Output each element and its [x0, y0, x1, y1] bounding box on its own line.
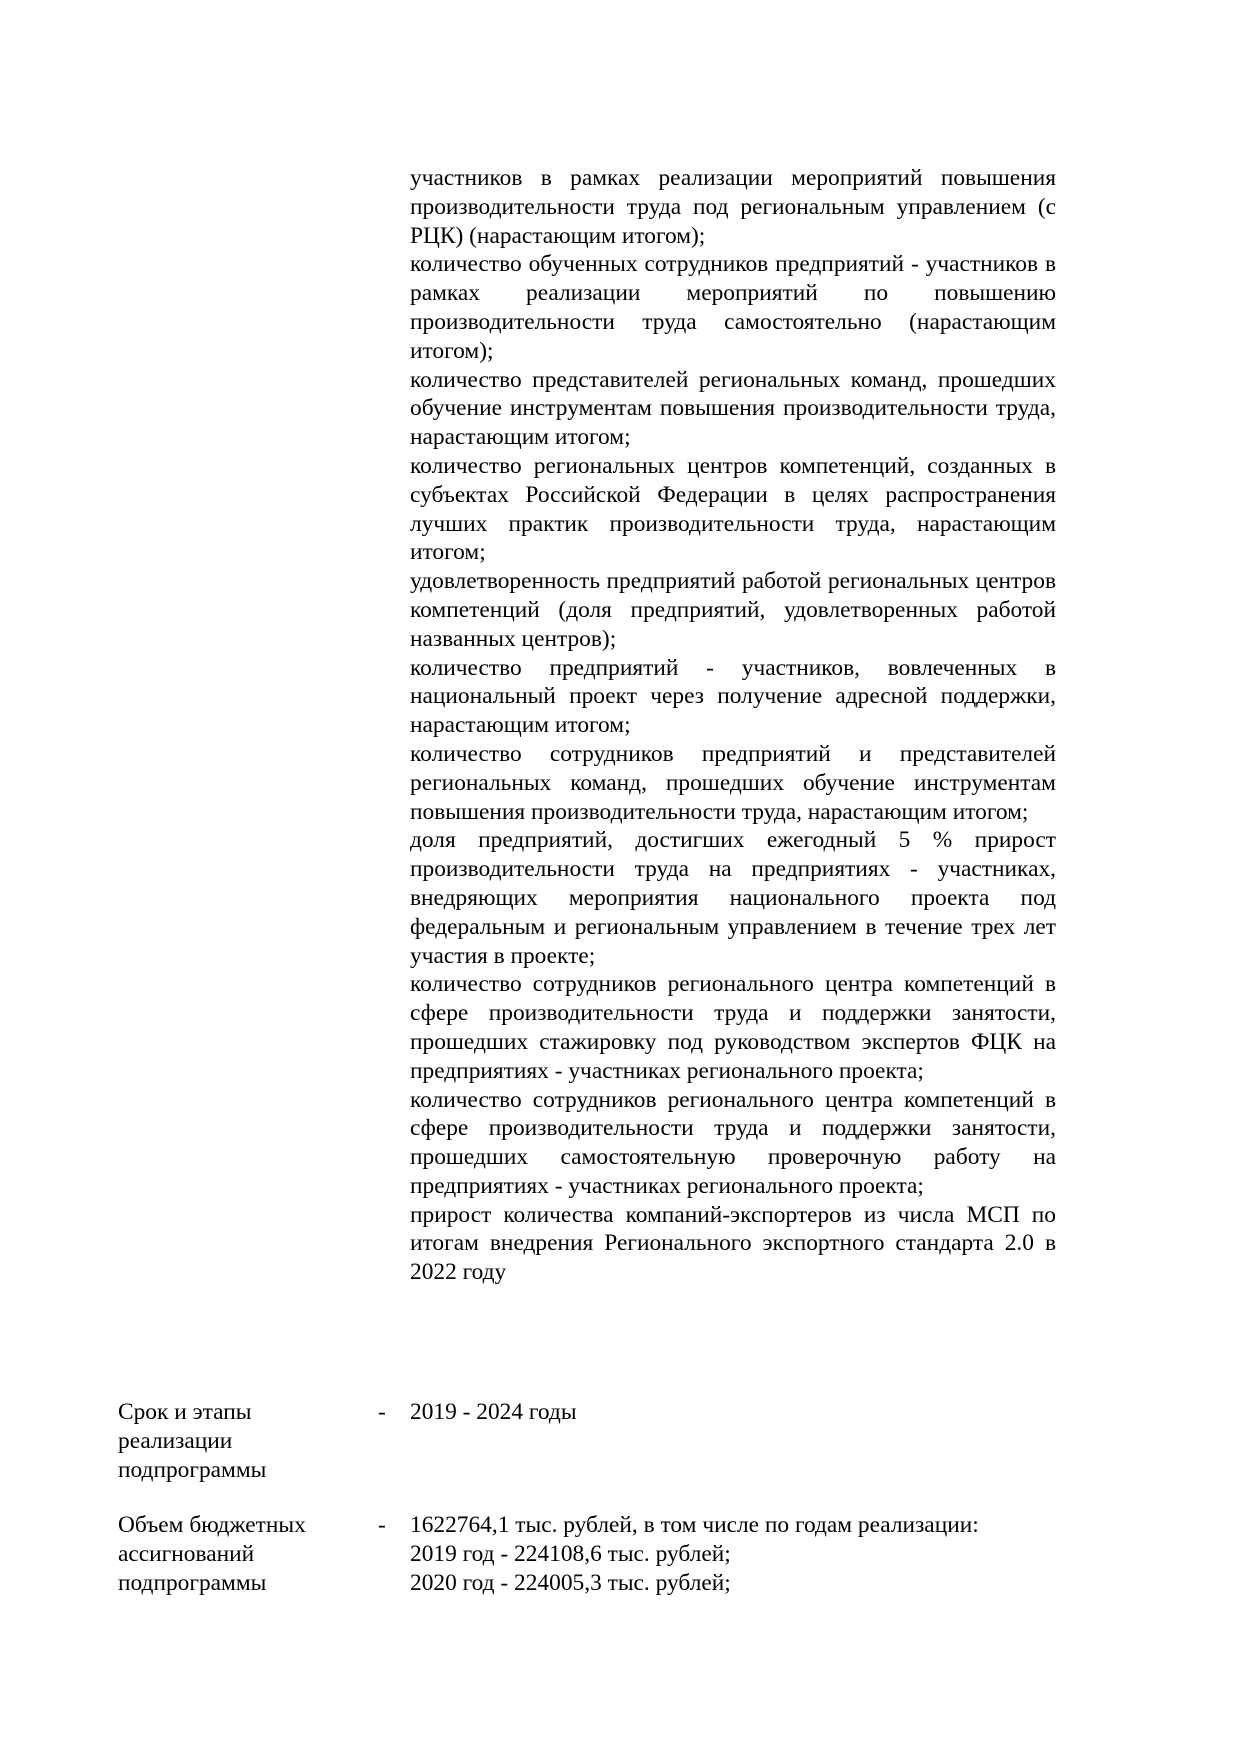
term-label-line: подпрограммы: [118, 1456, 267, 1483]
indicator-item: количество сотрудников регионального центра компетенций в сфере производительности труда и поддержки занятости, прошедших самостоятельную проверочную работу на предприятиях - участниках регионального проекта;: [410, 1086, 1056, 1199]
indicator-item: количество предприятий - участников, вовлеченных в национальный проект через получение адресной поддержки, нарастающим итогом;: [410, 654, 1056, 739]
indicator-item: участников в рамках реализации мероприятий повышения производительности труда под региональным управлением (с РЦК) (нарастающим итогом);: [410, 165, 1056, 249]
indicator-item: количество региональных центров компетенций, созданных в субъектах Российской Федерации в целях распространения лучших практик производительности труда, нарастающим итогом;: [410, 452, 1056, 566]
indicator-item: доля предприятий, достигших ежегодный 5 % прирост производительности труда на предприятиях - участниках, внедряющих мероприятия национального проекта под федеральным и региональным управлением в течение трех лет участия в проекте;: [410, 827, 1056, 969]
indicator-item: количество сотрудников предприятий и представителей региональных команд, прошедших обучение инструментам повышения производительности труда, нарастающим итогом;: [410, 740, 1056, 825]
indicator-item: удовлетворенность предприятий работой региональных центров компетенций (доля предприятий, удовлетворенных работой названных центров);: [410, 568, 1056, 652]
indicator-item: количество обученных сотрудников предприятий - участников в рамках реализации мероприятий по повышению производительности труда самостоятельно (нарастающим итогом);: [410, 251, 1056, 364]
term-label: [118, 1398, 348, 1484]
budget-value: [410, 1511, 1056, 1597]
budget-dash: -: [378, 1512, 386, 1538]
budget-label-line: Объем бюджетных: [118, 1512, 306, 1538]
term-label-line: Срок и этапы: [118, 1399, 252, 1425]
budget-value-line: 2020 год - 224005,3 тыс. рублей;: [410, 1569, 731, 1596]
budget-label: [118, 1511, 348, 1597]
term-label-line: реализации: [118, 1427, 233, 1454]
budget-value-line: 1622764,1 тыс. рублей, в том числе по годам реализации:: [410, 1512, 979, 1538]
term-dash: -: [378, 1399, 386, 1425]
budget-label-line: подпрограммы: [118, 1569, 267, 1596]
budget-label-line: ассигнований: [118, 1540, 255, 1567]
indicator-item: прирост количества компаний-экспортеров из числа МСП по итогам внедрения Регионального экспортного стандарта 2.0 в 2022 году: [410, 1201, 1056, 1286]
indicators-list: [410, 164, 1056, 1287]
term-value: 2019 - 2024 годы: [410, 1399, 577, 1425]
indicator-item: количество представителей региональных команд, прошедших обучение инструментам повышения производительности труда, нарастающим итогом;: [410, 366, 1056, 451]
budget-value-line: 2019 год - 224108,6 тыс. рублей;: [410, 1540, 731, 1567]
indicator-item: количество сотрудников регионального центра компетенций в сфере производительности труда и поддержки занятости, прошедших стажировку под руководством экспертов ФЦК на предприятиях - участниках регионального проекта;: [410, 971, 1056, 1084]
